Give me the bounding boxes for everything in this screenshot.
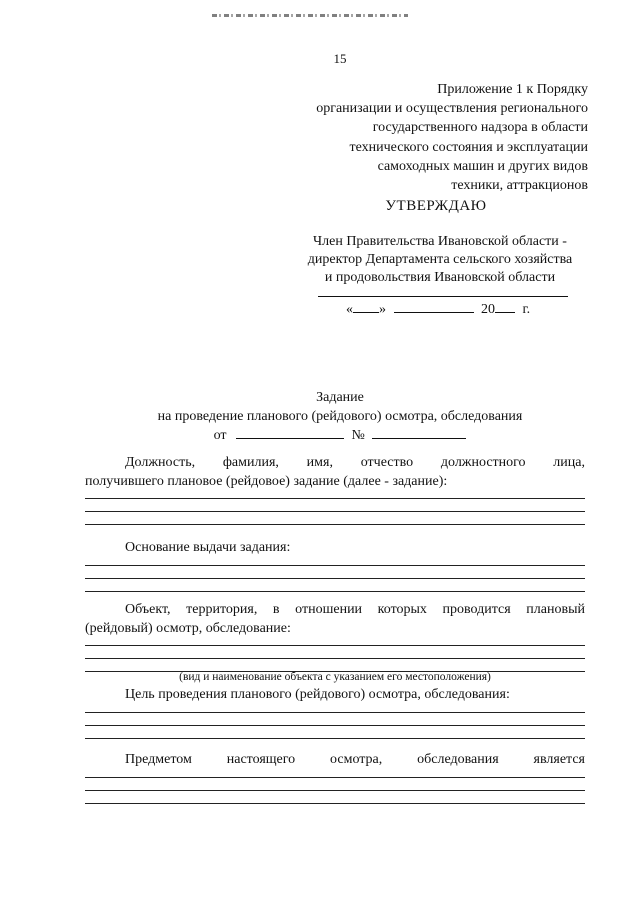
from-label: от	[213, 428, 227, 443]
object-field-caption: (вид и наименование объекта с указанием его местоположения)	[179, 671, 491, 683]
object-field-line-2[interactable]	[85, 658, 585, 659]
page-number: 15	[333, 51, 347, 66]
object-field-line-1[interactable]	[85, 645, 585, 646]
title-number-row	[90, 426, 590, 445]
goal-field-line-3[interactable]	[85, 738, 585, 739]
appendix-reference	[258, 80, 588, 195]
goal-field-line-2[interactable]	[85, 725, 585, 726]
appendix-line: Приложение 1 к Порядку	[437, 82, 588, 97]
subject-field-line-1[interactable]	[85, 777, 585, 778]
title-subheading: на проведение планового (рейдового) осмотра, обследования	[157, 409, 523, 424]
title-heading: Задание	[316, 390, 364, 405]
scan-artifact-header	[212, 14, 408, 17]
assignment-number-field[interactable]	[372, 426, 466, 439]
assignment-title	[90, 388, 590, 445]
basis-field-line-1[interactable]	[85, 565, 585, 566]
subject-field-line-2[interactable]	[85, 790, 585, 791]
subject-field-line-3[interactable]	[85, 803, 585, 804]
date-month-field[interactable]	[394, 300, 474, 313]
subject-label: Предметом настоящего осмотра, обследования является	[125, 752, 585, 767]
basis-field-line-2[interactable]	[85, 578, 585, 579]
appendix-line: техники, аттракционов	[451, 178, 588, 194]
object-label-line2: (рейдовый) осмотр, обследование:	[85, 621, 291, 636]
appendix-line: самоходных машин и других видов	[377, 158, 588, 174]
date-close-quote: »	[379, 302, 386, 317]
position-label-line1: Должность, фамилия, имя, отчество должностного лица,	[125, 455, 585, 470]
date-day-field[interactable]	[353, 300, 379, 313]
basis-label: Основание выдачи задания:	[125, 540, 291, 555]
position-field-line-3[interactable]	[85, 524, 585, 525]
approval-heading: УТВЕРЖДАЮ	[385, 198, 487, 214]
number-label: №	[351, 428, 365, 443]
official-line: директор Департамента сельского хозяйства	[307, 252, 573, 267]
approval-date	[346, 300, 530, 318]
appendix-line: государственного надзора в области	[372, 120, 588, 136]
position-label-line2: получившего плановое (рейдовое) задание (далее - задание):	[85, 474, 448, 489]
assignment-date-field[interactable]	[236, 426, 344, 439]
date-year-suffix: г.	[522, 302, 531, 317]
goal-field-line-1[interactable]	[85, 712, 585, 713]
object-label-line1: Объект, территория, в отношении которых проводится плановый	[125, 602, 585, 617]
basis-field-line-3[interactable]	[85, 591, 585, 592]
appendix-line: организации и осуществления регионального	[316, 101, 588, 117]
goal-label: Цель проведения планового (рейдового) осмотра, обследования:	[125, 687, 510, 702]
appendix-line: технического состояния и эксплуатации	[349, 139, 588, 155]
position-field-line-2[interactable]	[85, 511, 585, 512]
official-line: Член Правительства Ивановской области -	[313, 234, 567, 249]
date-year-field[interactable]	[495, 300, 515, 313]
signature-line[interactable]	[318, 296, 568, 297]
date-open-quote: «	[346, 302, 353, 317]
approving-official	[292, 233, 588, 287]
date-year-prefix: 20	[481, 302, 495, 317]
official-line: и продовольствия Ивановской области	[324, 270, 556, 285]
position-field-line-1[interactable]	[85, 498, 585, 499]
